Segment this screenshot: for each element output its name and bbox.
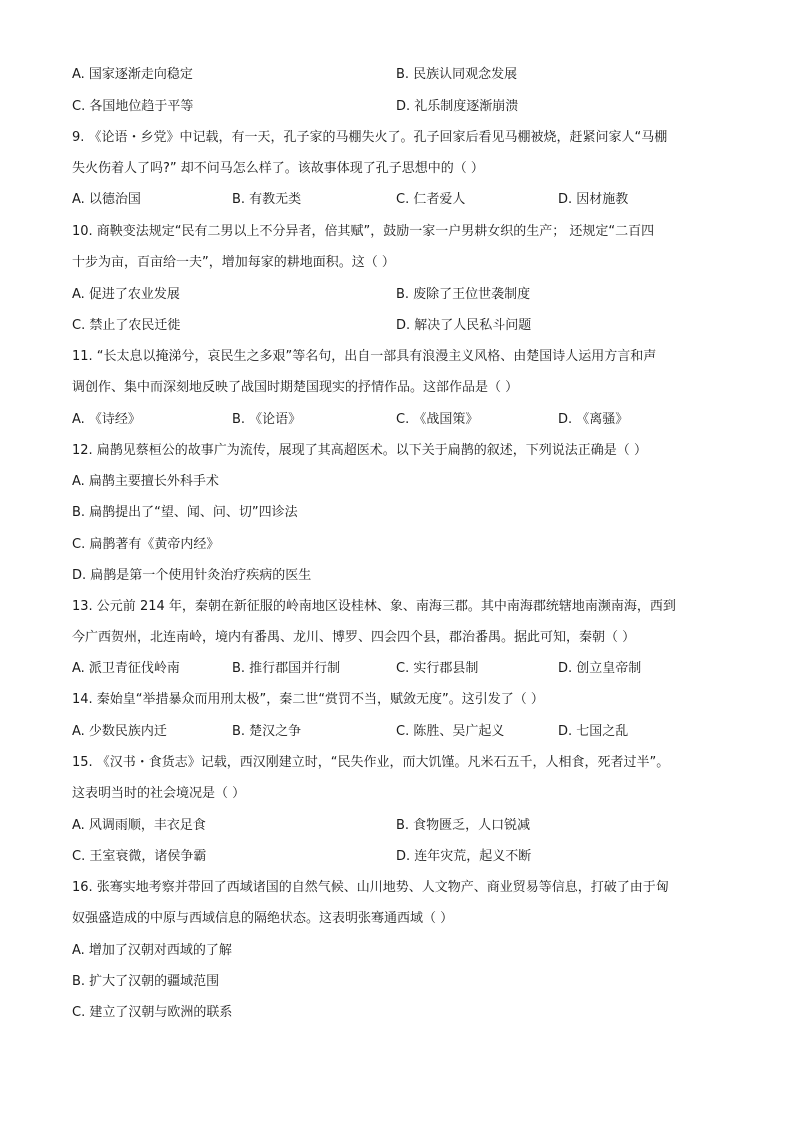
q10-options-row-2 [72,316,722,336]
q8-options-row-2 [72,97,722,117]
q12-option-a: A. 扁鹊主要擅长外科手术 [72,474,219,489]
q14-stem-line-1: 14. 秦始皇“举措暴众而用刑太极”，秦二世“赏罚不当，赋敛无度”。这引发了（ ） [72,692,544,707]
q10-options-row-1 [72,285,722,305]
q11-options-row [72,410,722,430]
q13-stem-line-1: 13. 公元前 214 年，秦朝在新征服的岭南地区设桂林、象、南海三郡。其中南海郡统辖地南濒南海，西到 [72,599,676,614]
q12-option-c: C. 扁鹊著有《黄帝内经》 [72,537,220,552]
q11-stem-line-1: 11. “长太息以掩涕兮，哀民生之多艰”等名句，出自一部具有浪漫主义风格、由楚国诗人运用方言和声 [72,349,657,364]
q12-option-d: D. 扁鹊是第一个使用针灸治疗疾病的医生 [72,568,312,583]
q15-stem-line-1: 15. 《汉书・食货志》记载，西汉刚建立时，“民失作业，而大饥馑。凡米石五千，人相食，死者过半”。 [72,755,670,770]
q11-option-d: D. 《离骚》 [558,412,629,427]
q13-option-d: D. 创立皇帝制 [558,661,642,676]
q14-option-b: B. 楚汉之争 [232,724,302,739]
q8-option-b: B. 民族认同观念发展 [396,67,518,82]
q15-option-a: A. 风调雨顺，丰衣足食 [72,818,206,833]
q16-option-c: C. 建立了汉朝与欧洲的联系 [72,1005,233,1020]
q16-stem-line-2: 奴强盛造成的中原与西域信息的隔绝状态。这表明张骞通西域（ ） [72,911,454,926]
q8-option-c: C. 各国地位趋于平等 [72,99,194,114]
q13-option-c: C. 实行郡县制 [396,661,479,676]
q9-option-b: B. 有教无类 [232,192,302,207]
q10-option-c: C. 禁止了农民迁徙 [72,318,181,333]
q16-option-b: B. 扩大了汉朝的疆域范围 [72,974,220,989]
q15-option-b: B. 食物匮乏，人口锐减 [396,818,531,833]
q9-stem-line-1: 9. 《论语・乡党》中记载，有一天，孔子家的马棚失火了。孔子回家后看见马棚被烧，赶紧问家人“马棚 [72,130,668,145]
q14-option-a: A. 少数民族内迁 [72,724,167,739]
q9-option-d: D. 因材施教 [558,192,629,207]
q10-stem-line-2: 十步为亩，百亩给一夫”，增加每家的耕地面积。这（ ） [72,255,395,270]
q9-stem-line-2: 失火伤着人了吗?” 却不问马怎么样了。该故事体现了孔子思想中的（ ） [72,161,484,176]
q11-stem-line-2: 调创作、集中而深刻地反映了战国时期楚国现实的抒情作品。这部作品是（ ） [72,380,519,395]
q10-option-b: B. 废除了王位世袭制度 [396,287,531,302]
q13-option-a: A. 派卫青征伐岭南 [72,661,180,676]
q8-options-row-1 [72,65,722,85]
q11-option-c: C. 《战国策》 [396,412,479,427]
q16-option-a: A. 增加了汉朝对西域的了解 [72,943,232,958]
q9-option-a: A. 以德治国 [72,192,141,207]
q14-options-row [72,722,722,742]
q13-option-b: B. 推行郡国并行制 [232,661,341,676]
q13-stem-line-2: 今广西贺州，北连南岭，境内有番禺、龙川、博罗、四会四个县，郡治番禺。据此可知，秦朝（ ） [72,630,636,645]
q13-options-row [72,659,722,679]
q9-options-row [72,190,722,210]
q15-option-d: D. 连年灾荒，起义不断 [396,849,532,864]
q11-option-a: A. 《诗经》 [72,412,141,427]
q10-option-d: D. 解决了人民私斗问题 [396,318,532,333]
q12-option-b: B. 扁鹊提出了“望、闻、问、切”四诊法 [72,505,298,520]
q10-option-a: A. 促进了农业发展 [72,287,180,302]
q8-option-a: A. 国家逐渐走向稳定 [72,67,193,82]
q12-stem-line-1: 12. 扁鹊见蔡桓公的故事广为流传，展现了其高超医术。以下关于扁鹊的叙述，下列说法正确是（ ） [72,443,647,458]
q15-option-c: C. 王室衰微，诸侯争霸 [72,849,207,864]
q8-option-d: D. 礼乐制度逐渐崩溃 [396,99,519,114]
q14-option-c: C. 陈胜、吴广起义 [396,724,505,739]
q15-options-row-1 [72,816,722,836]
q15-options-row-2 [72,847,722,867]
q9-option-c: C. 仁者爱人 [396,192,466,207]
q16-stem-line-1: 16. 张骞实地考察并带回了西域诸国的自然气候、山川地势、人文物产、商业贸易等信息，打破了由于匈 [72,880,669,895]
q15-stem-line-2: 这表明当时的社会境况是（ ） [72,786,246,801]
q10-stem-line-1: 10. 商鞅变法规定“民有二男以上不分异者，倍其赋”，鼓励一家一户男耕女织的生产； 还规定“二百四 [72,224,655,239]
q14-option-d: D. 七国之乱 [558,724,629,739]
q11-option-b: B. 《论语》 [232,412,302,427]
